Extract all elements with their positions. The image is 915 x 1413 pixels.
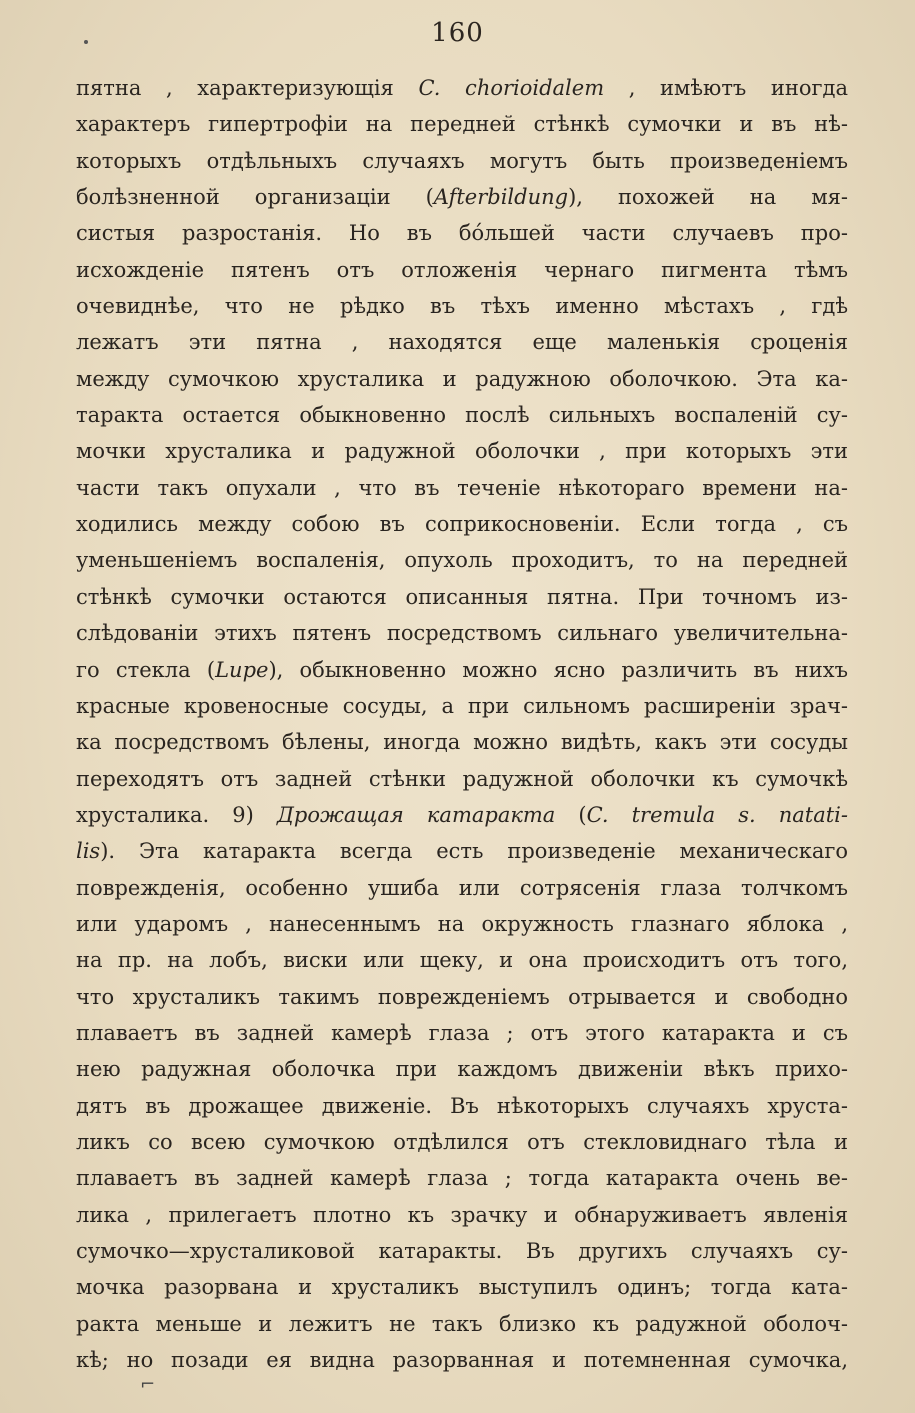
text-segment: ракта меньше и лежитъ не такъ близко къ радужной оболоч-	[76, 1311, 848, 1336]
text-segment: слѣдованіи этихъ пятенъ посредствомъ сильнаго увеличительна-	[76, 621, 848, 646]
text-line	[76, 506, 848, 542]
text-segment: красные кровеносные сосуды, а при сильномъ расширеніи зрач-	[76, 693, 848, 718]
text-segment: переходятъ отъ задней стѣнки радужной оболочки къ сумочкѣ	[76, 766, 848, 791]
text-line	[76, 1051, 848, 1087]
text-segment: Дрожащая катаракта	[276, 802, 556, 827]
text-segment: исхожденіе пятенъ отъ отложенія чернаго пигмента тѣмъ	[76, 257, 848, 282]
text-line	[76, 579, 848, 615]
text-segment: го стекла (	[76, 657, 216, 682]
text-line	[76, 70, 848, 106]
text-segment: ), похожей на мя-	[568, 185, 848, 210]
text-segment: ка посредствомъ бѣлены, иногда можно видѣть, какъ эти сосуды	[76, 730, 848, 755]
text-segment: болѣзненной организаціи (	[76, 185, 434, 210]
text-segment: C. tremula s. natati-	[586, 802, 848, 827]
text-segment: пятна , характеризующія	[76, 76, 419, 100]
text-line	[76, 542, 848, 578]
text-segment: мочки хрусталика и радужной оболочки , при которыхъ эти	[76, 439, 848, 464]
text-line	[76, 1160, 848, 1196]
text-segment: на пр. на лобъ, виски или щеку, и она происходитъ отъ того,	[76, 948, 848, 973]
text-line	[76, 324, 848, 360]
text-line	[76, 1015, 848, 1051]
text-line	[76, 106, 848, 142]
text-line	[76, 870, 848, 906]
text-segment: таракта остается обыкновенно послѣ сильныхъ воспаленій су-	[76, 403, 848, 428]
text-line	[76, 1269, 848, 1305]
text-segment: между сумочкою хрусталика и радужною оболочкою. Эта ка-	[76, 366, 848, 391]
text-segment: очевиднѣе, что не рѣдко въ тѣхъ именно мѣстахъ , гдѣ	[76, 294, 848, 319]
text-line	[76, 1233, 848, 1269]
text-segment: ликъ со всею сумочкою отдѣлился отъ стекловиднаго тѣла и	[76, 1129, 848, 1154]
text-segment: характеръ гипертрофіи на передней стѣнкѣ сумочки и въ нѣ-	[76, 112, 848, 137]
text-segment: кѣ; но позади ея видна разорванная и потемненная сумочка,	[76, 1348, 848, 1373]
text-segment: сумочко—хрусталиковой катаракты. Въ другихъ случаяхъ су-	[76, 1239, 848, 1263]
text-line	[76, 652, 848, 688]
page-number: 160	[431, 18, 484, 48]
text-line	[76, 433, 848, 469]
text-line	[76, 288, 848, 324]
text-line	[76, 761, 848, 797]
text-line	[76, 979, 848, 1015]
text-segment: лежатъ эти пятна , находятся еще маленькія сроценія	[76, 330, 848, 355]
text-segment: Afterbildung	[433, 185, 569, 210]
text-segment: плаваетъ въ задней камерѣ глаза ; отъ этого катаракта и съ	[76, 1020, 848, 1045]
text-segment: части такъ опухали , что въ теченіе нѣкотораго времени на-	[76, 475, 848, 500]
text-segment: (	[555, 802, 587, 827]
text-line	[76, 215, 848, 251]
text-segment: уменьшеніемъ воспаленія, опухоль проходитъ, то на передней	[76, 548, 848, 573]
text-segment: дятъ въ дрожащее движеніе. Въ нѣкоторыхъ случаяхъ хруста-	[76, 1093, 848, 1118]
text-line	[76, 143, 848, 179]
text-line	[76, 1088, 848, 1124]
text-segment: lis	[76, 839, 101, 864]
text-segment: стѣнкѣ сумочки остаются описанныя пятна. При точномъ из-	[76, 584, 848, 609]
text-line	[76, 179, 848, 215]
text-line	[76, 397, 848, 433]
body-text	[76, 70, 848, 1378]
text-line	[76, 688, 848, 724]
text-segment: хрусталика. 9)	[76, 802, 277, 827]
text-segment: , имѣютъ иногда	[604, 76, 848, 100]
text-segment: систыя разростанія. Но въ бóльшей части случаевъ про-	[76, 221, 848, 246]
corner-mark: ⌐	[140, 1374, 156, 1395]
text-line	[76, 906, 848, 942]
text-segment: C. chorioidalem	[418, 76, 605, 100]
text-segment: плаваетъ въ задней камерѣ глаза ; тогда катаракта очень ве-	[76, 1166, 848, 1191]
text-segment: поврежденія, особенно ушиба или сотрясенія глаза толчкомъ	[76, 875, 848, 900]
text-segment: что хрусталикъ такимъ поврежденіемъ отрывается и свободно	[76, 984, 848, 1009]
text-line	[76, 724, 848, 760]
text-segment: ), обыкновенно можно ясно различить въ нихъ	[268, 657, 848, 682]
text-line	[76, 1342, 848, 1378]
text-line	[76, 833, 848, 869]
text-line	[76, 1124, 848, 1160]
text-segment: которыхъ отдѣльныхъ случаяхъ могутъ быть произведеніемъ	[76, 148, 848, 173]
text-line	[76, 1197, 848, 1233]
text-line	[76, 797, 848, 833]
text-line	[76, 252, 848, 288]
text-line	[76, 470, 848, 506]
text-segment: ходились между собою въ соприкосновеніи. Если тогда , съ	[76, 512, 848, 537]
text-segment: нею радужная оболочка при каждомъ движеніи вѣкъ прихо-	[76, 1057, 848, 1082]
text-line	[76, 1306, 848, 1342]
text-segment: лика , прилегаетъ плотно къ зрачку и обнаруживаетъ явленія	[76, 1202, 848, 1227]
text-segment: Lupe	[215, 657, 269, 682]
text-line	[76, 361, 848, 397]
text-line	[76, 615, 848, 651]
text-line	[76, 942, 848, 978]
text-segment: или ударомъ , нанесеннымъ на окружность глазнаго яблока ,	[76, 911, 848, 936]
text-segment: мочка разорвана и хрусталикъ выступилъ одинъ; тогда ката-	[76, 1275, 848, 1300]
text-segment: ). Эта катаракта всегда есть произведеніе механическаго	[100, 839, 848, 864]
